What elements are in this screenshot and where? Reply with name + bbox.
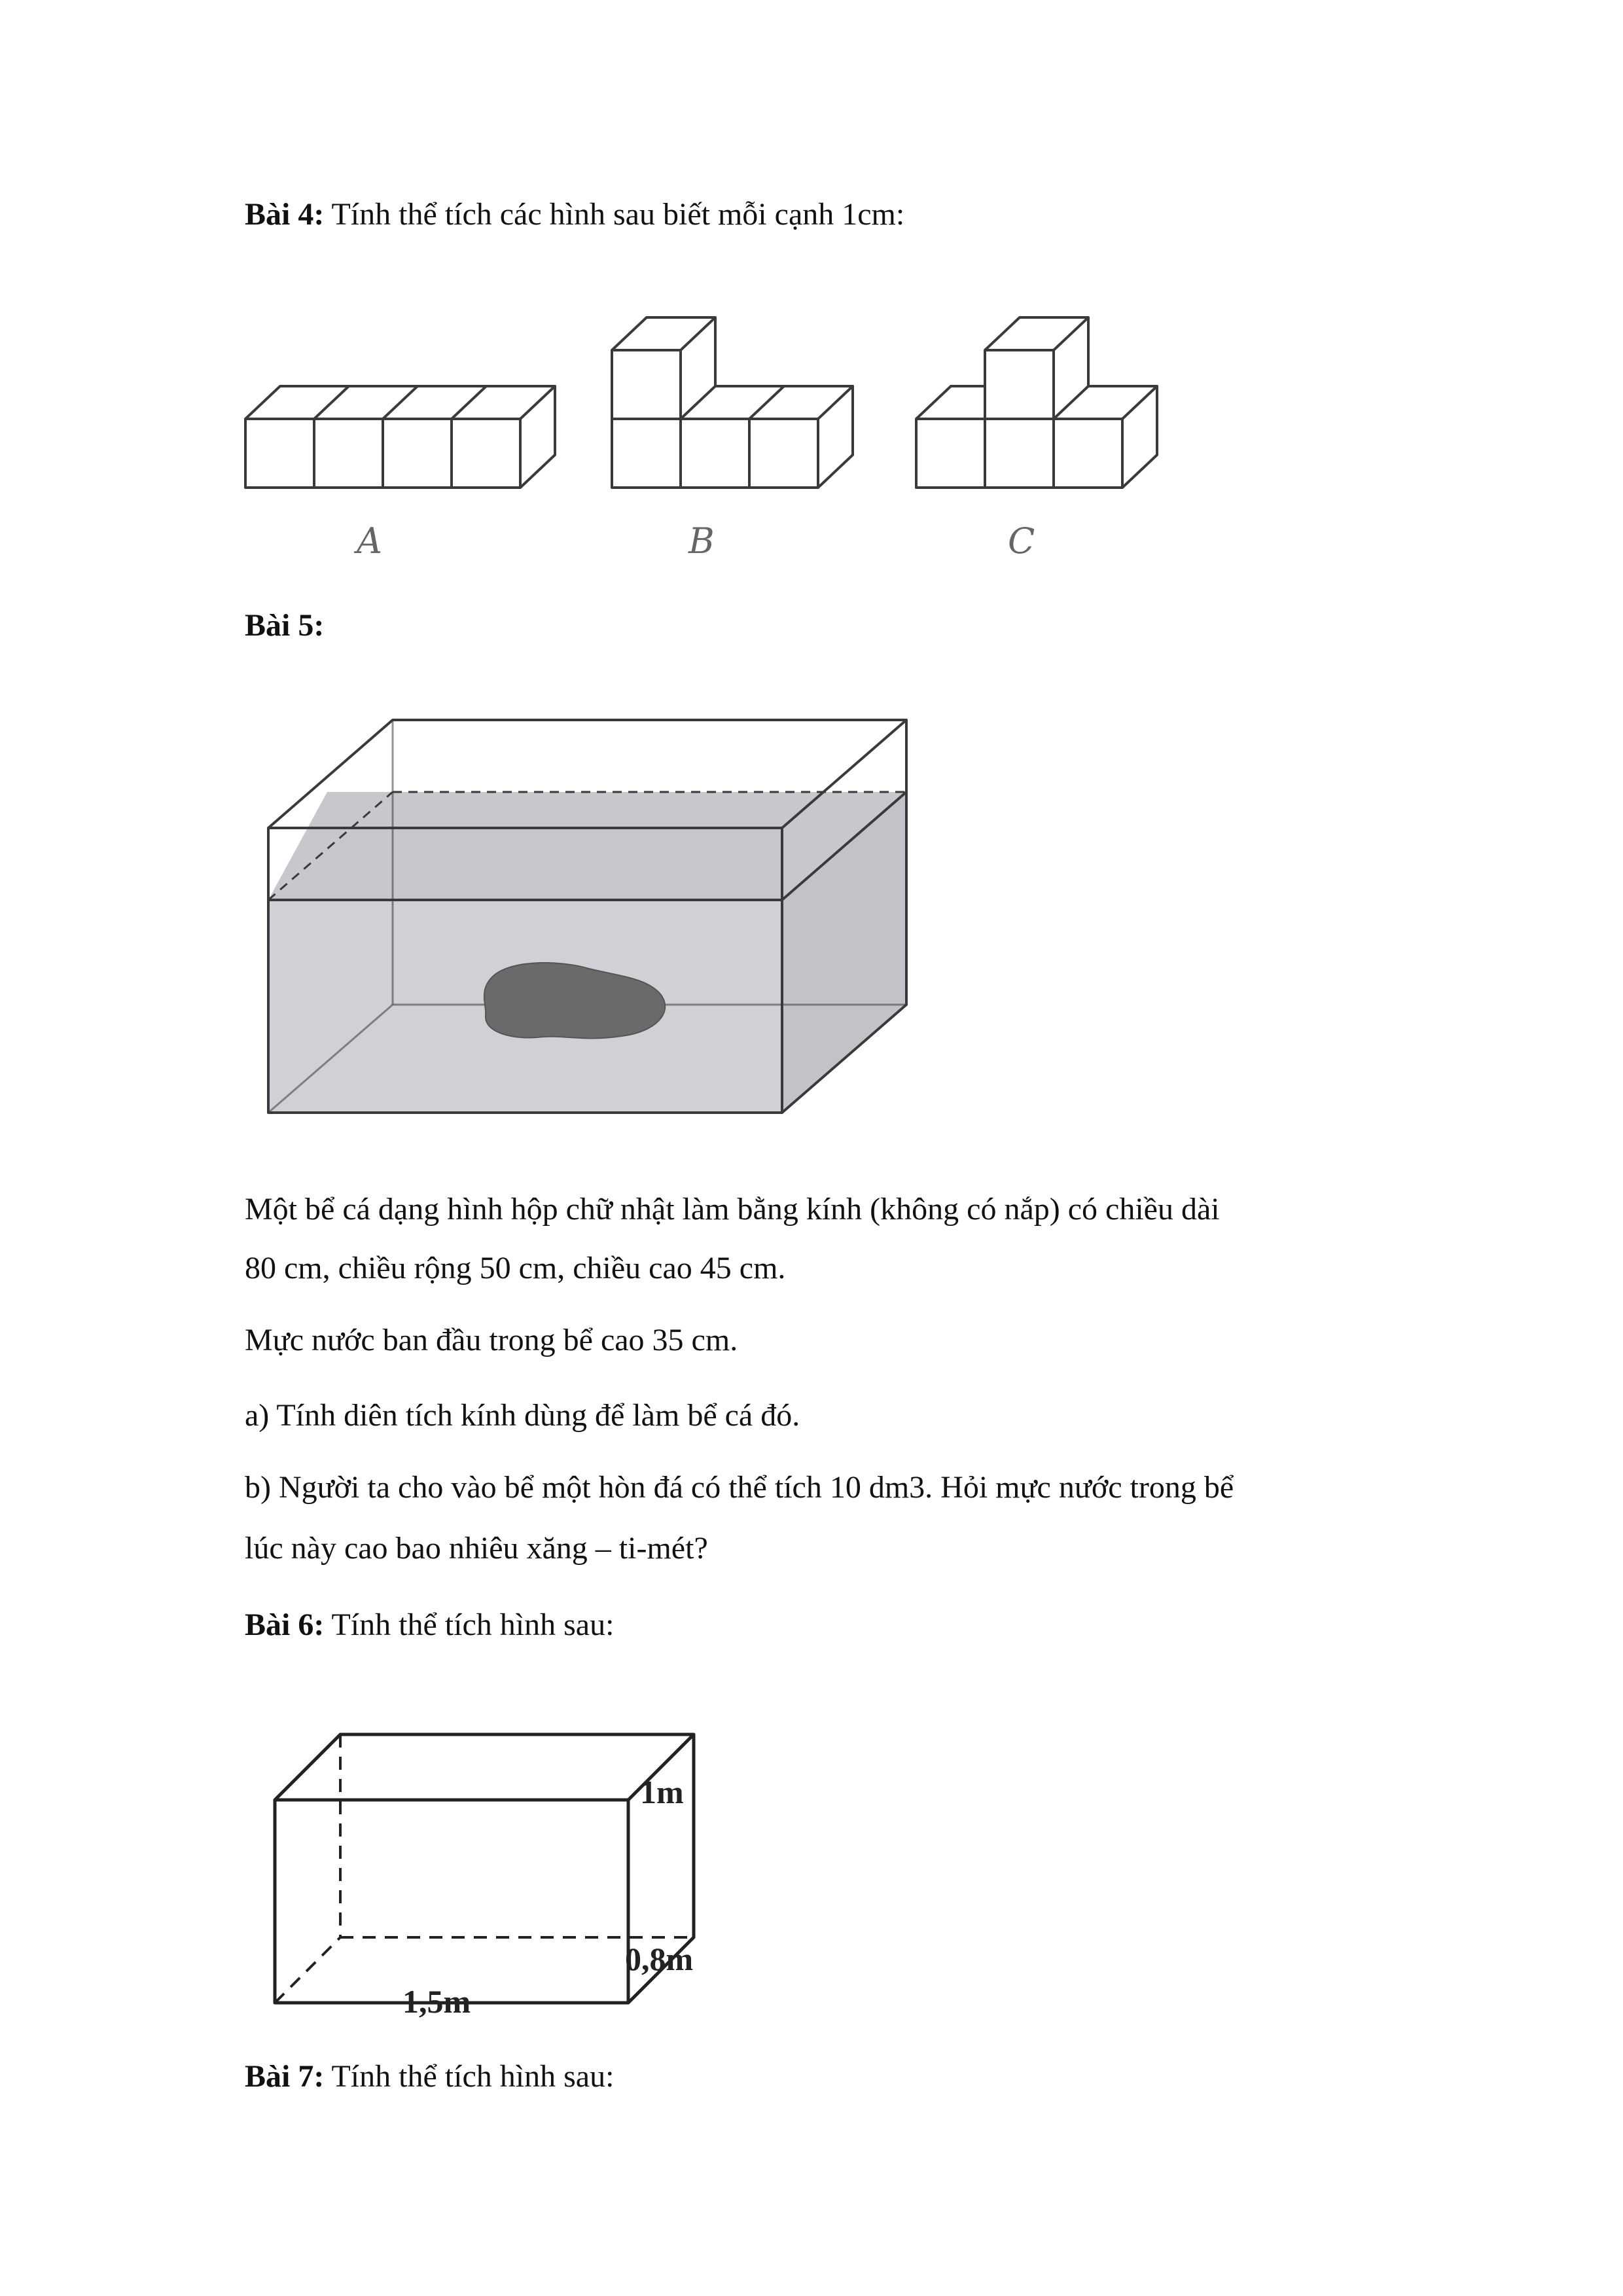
bai5-paragraph-1: Một bể cá dạng hình hộp chữ nhật làm bằng kính (không có nắp) có chiều dài (245, 1192, 1220, 1227)
box-figure (262, 1715, 733, 2022)
length-label: 1,5m (402, 1983, 471, 2020)
aquarium-figure (255, 707, 929, 1126)
bai5-paragraph-2: 80 cm, chiều rộng 50 cm, chiều cao 45 cm. (245, 1251, 786, 1285)
bai6-heading (245, 1607, 614, 1643)
figure-c-label: C (1008, 520, 1035, 562)
figure-b-label: B (688, 520, 715, 562)
figure-b-cubes (612, 317, 853, 488)
bai7-label: Bài 7: (245, 2059, 325, 2094)
bai4-heading (245, 196, 904, 232)
bai6-label: Bài 6: (245, 1607, 325, 1642)
height-label: 1m (640, 1774, 684, 1810)
bai5-label: Bài 5: (245, 608, 325, 643)
bai7-heading (245, 2058, 614, 2094)
bai7-text: Tính thể tích hình sau: (324, 2059, 615, 2094)
bai4-cube-figures (236, 301, 1191, 576)
figure-c-cubes (916, 317, 1157, 488)
figure-a-cubes (245, 386, 555, 488)
width-label: 0,8m (625, 1941, 694, 1977)
bai4-text: Tính thể tích các hình sau biết mỗi cạnh 1cm: (324, 197, 905, 232)
figure-a-label: A (357, 520, 382, 562)
bai6-text: Tính thể tích hình sau: (324, 1607, 615, 1642)
bai4-label: Bài 4: (245, 197, 325, 232)
bai5-heading (245, 607, 324, 643)
bai5-question-b-line1: b) Người ta cho vào bể một hòn đá có thể tích 10 dm3. Hỏi mực nước trong bể (245, 1470, 1234, 1505)
bai5-question-a: a) Tính diên tích kính dùng để làm bể cá đó. (245, 1398, 800, 1433)
aquarium-water (268, 792, 906, 1113)
bai5-paragraph-3: Mực nước ban đầu trong bể cao 35 cm. (245, 1323, 738, 1357)
bai5-question-b-line2: lúc này cao bao nhiêu xăng – ti-mét? (245, 1531, 708, 1566)
